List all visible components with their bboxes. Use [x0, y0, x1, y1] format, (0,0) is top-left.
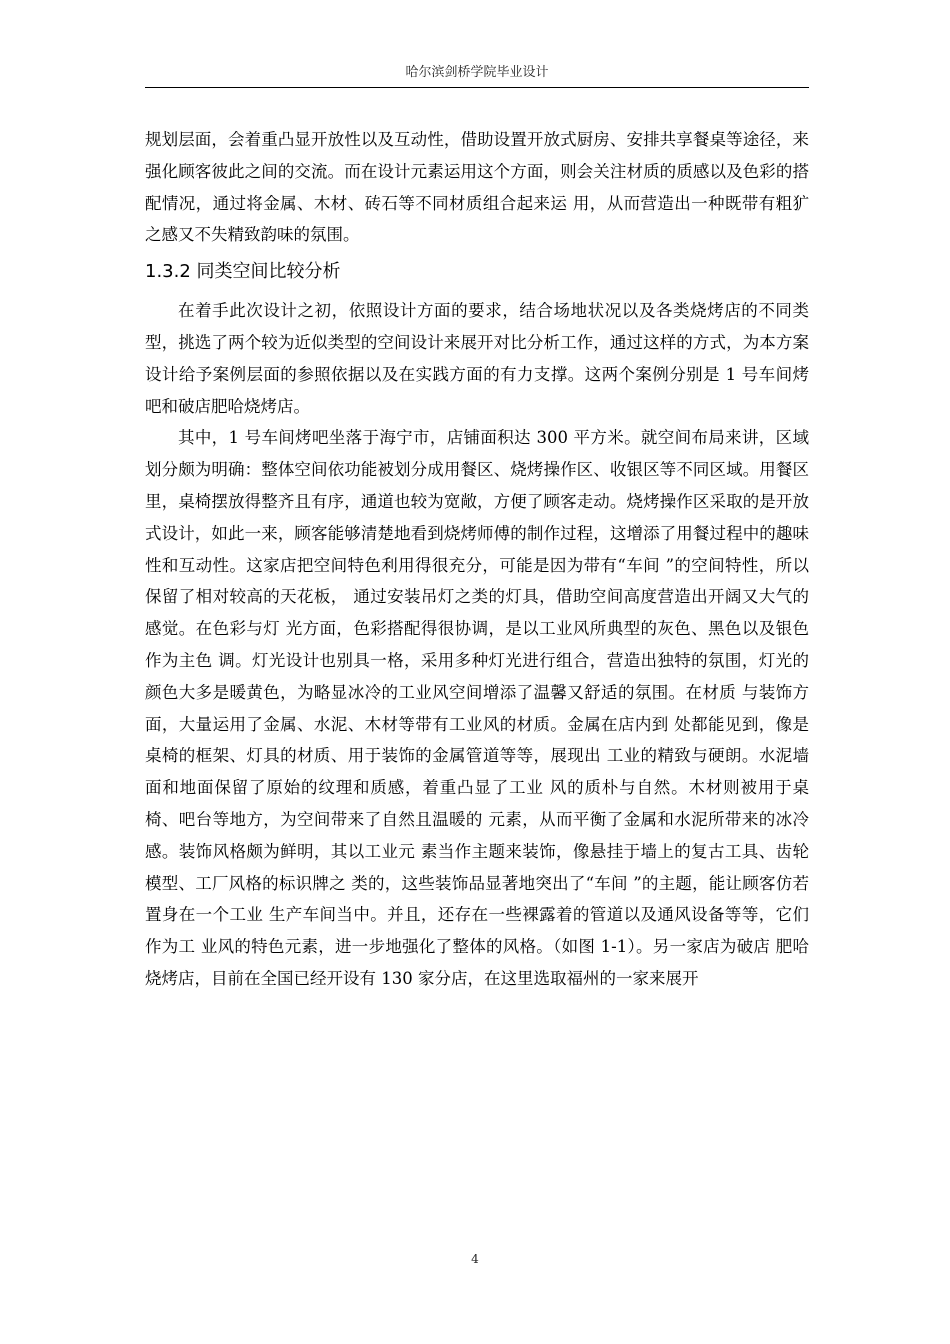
paragraph-case-study: 其中，1 号车间烤吧坐落于海宁市，店铺面积达 300 平方米。就空间布局来讲，区域划分颇为明确：整体空间依功能被划分成用餐区、烧烤操作区、收银区等不同区域。用餐区里，桌椅摆放得整齐且有序，通道也较为宽敞，方便了顾客走动。烧烤操作区采取的是开放式设计，如此一来，顾客能够清楚地看到烧烤师傅的制作过程，这增添了用餐过程中的趣味性和互动性。这家店把空间特色利用得很充分，可能是因为带有“车间 ”的空间特性，所以保留了相对较高的天花板， 通过安装吊灯之类的灯具，借助空间高度营造出开阔又大气的感觉。在色彩与灯 光方面，色彩搭配得很协调，是以工业风所典型的灰色、黑色以及银色作为主色 调。灯光设计也别具一格，采用多种灯光进行组合，营造出独特的氛围，灯光的 颜色大多是暖黄色，为略显冰冷的工业风空间增添了温馨又舒适的氛围。在材质 与装饰方面，大量运用了金属、水泥、木材等带有工业风的材质。金属在店内到 处都能见到，像是桌椅的框架、灯具的材质、用于装饰的金属管道等等，展现出 工业的精致与硬朗。水泥墙面和地面保留了原始的纹理和质感，着重凸显了工业 风的质朴与自然。木材则被用于桌椅、吧台等地方，为空间带来了自然且温暖的 元素，从而平衡了金属和水泥所带来的冰冷感。装饰风格颇为鲜明，其以工业元 素当作主题来装饰，像悬挂于墙上的复古工具、齿轮模型、工厂风格的标识牌之 类的，这些装饰品显著地突出了“车间 ”的主题，能让顾客仿若置身在一个工业 生产车间当中。并且，还存在一些裸露着的管道以及通风设备等等，它们作为工 业风的特色元素，进一步地强化了整体的风格。（如图 1-1）。另一家店为破店 肥哈烧烤店，目前在全国已经开设有 130 家分店，在这里选取福州的一家来展开: [145, 428, 809, 988]
document-body: [145, 124, 809, 995]
paragraph-intro: 在着手此次设计之初，依照设计方面的要求，结合场地状况以及各类烧烤店的不同类型，挑选了两个较为近似类型的空间设计来展开对比分析工作，通过这样的方式，为本方案设计给予案例层面的参照依据以及在实践方面的有力支撑。这两个案例分别是 1 号车间烤吧和破店肥哈烧烤店。: [145, 301, 809, 416]
paragraph-continued: 规划层面，会着重凸显开放性以及互动性，借助设置开放式厨房、安排共享餐桌等途径，来强化顾客彼此之间的交流。而在设计元素运用这个方面，则会关注材质的质感以及色彩的搭配情况，通过将金属、木材、砖石等不同材质组合起来运 用，从而营造出一种既带有粗犷之感又不失精致韵味的氛围。: [145, 130, 809, 245]
section-heading: 1.3.2 同类空间比较分析: [145, 261, 341, 283]
page-number: 4: [471, 1252, 479, 1266]
header-divider: [145, 87, 809, 88]
page-header: 哈尔滨剑桥学院毕业设计: [405, 65, 549, 80]
